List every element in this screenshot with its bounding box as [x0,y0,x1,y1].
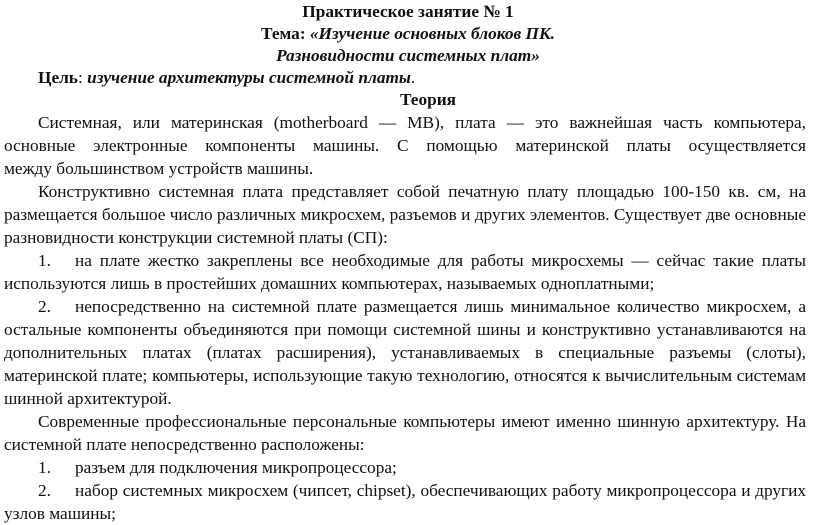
goal-label: Цель [38,68,78,87]
list-item-line: остальные компоненты объединяются при помощи системной шины и конструктивно устанавливаются на [4,320,806,339]
list-number: 2. [38,297,51,316]
goal-line [38,67,415,89]
paragraph-line: системной плате непосредственно расположены: [4,435,365,454]
list-item-line: на плате жестко закреплены все необходимые для работы микросхемы — сейчас такие платы [75,251,806,270]
topic-text-1: «Изучение основных блоков ПК. [309,24,555,43]
goal-text: изучение архитектуры системной платы [87,68,411,87]
list-item-line: набор системных микросхем (чипсет, chipset), обеспечивающих работу микропроцессора и других [75,481,806,500]
list-number: 2. [38,481,51,500]
list-item-line: разъем для подключения микропроцессора; [75,458,397,477]
list-item-line: используются лишь в простейших домашних компьютерах, называемых одноплатными; [4,274,655,293]
paragraph-line: между большинством устройств машины. [4,159,314,178]
list-number: 1. [38,251,51,270]
topic-line-2: Разновидности системных плат» [276,46,540,65]
paragraph-line: Конструктивно системная плата представляет собой печатную плату площадью 100-150 кв. см, на [38,182,806,201]
topic-line-1 [0,23,816,45]
list-item-line: дополнительных платах (платах расширения), устанавливаемых в специальные разъемы (слоты), [4,343,806,362]
page-title: Практическое занятие № 1 [302,2,514,21]
theory-heading: Теория [399,90,457,109]
topic-label: Тема: [260,24,306,43]
list-number: 1. [38,458,51,477]
list-item-line: узлов машины; [4,504,116,523]
paragraph-line: Системная, или материнская (motherboard — MB), плата — это важнейшая часть компьютера, [38,113,806,132]
paragraph-line: разновидности конструкции системной платы (СП): [4,228,388,247]
paragraph-line: основные электронные компоненты машины. С помощью материнской платы осуществляется [4,136,806,155]
paragraph-line: Современные профессиональные персональные компьютеры имеют именно шинную архитектуру. На [38,412,806,431]
goal-end: . [410,68,416,87]
list-item-line: непосредственно на системной плате размещается лишь минимальное количество микросхем, а [75,297,806,316]
list-item-line: материнской плате; компьютеры, использующие такую технологию, относятся к вычислительным системам [4,366,806,385]
paragraph-line: размещается большое число различных микросхем, разъемов и других элементов. Существует две основные [4,205,806,224]
list-item-line: шинной архитектурой. [4,389,172,408]
goal-separator: : [77,68,83,87]
